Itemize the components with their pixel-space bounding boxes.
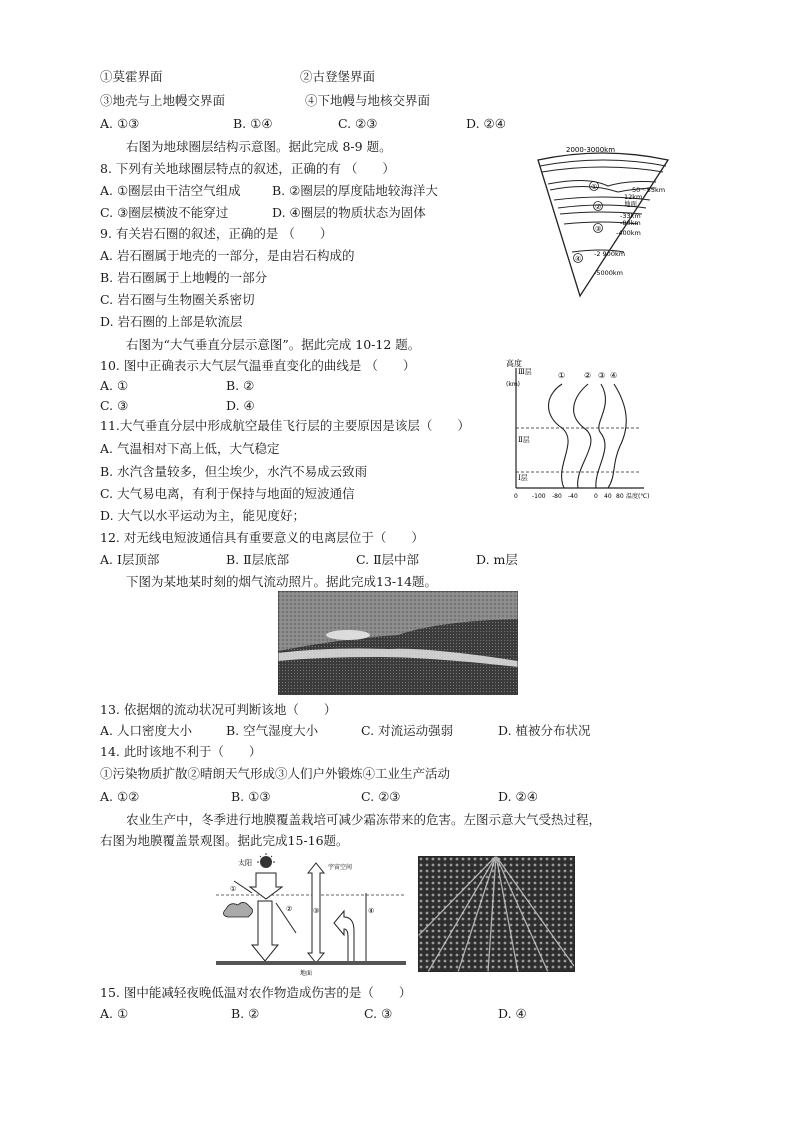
depth-label-2: 12km [624,193,643,201]
earth-layers-figure [528,142,678,302]
q15-choice-a: A. ① [100,1006,129,1021]
earth-label-2: ② [595,203,602,211]
q7-option-3: ③地壳与上地幔交界面 [100,93,226,108]
q10-choice-b: B. ② [226,378,255,393]
plastic-mulch-photo [418,856,575,972]
q8-choice-b: B. ②圈层的厚度陆地较海洋大 [272,183,438,198]
q14-choice-d: D. ②④ [498,789,538,804]
atmo-xtick-4: -40 [568,493,578,500]
depth-label-3: 地面 [624,200,637,208]
q13-choice-a: A. 人口密度大小 [100,723,192,738]
q7-option-1: ①莫霍界面 [100,69,163,84]
atmospheric-heating-diagram [216,853,406,977]
sun-label: 太阳 [238,859,252,867]
q7-option-2: ②古登堡界面 [300,69,376,84]
q9-choice-b: B. 岩石圈属于上地幔的一部分 [100,270,268,285]
depth-label-5: -80km [620,219,641,227]
depth-label-4: -33km [620,212,641,220]
q12-choice-a: A. Ⅰ层顶部 [100,552,160,567]
atmo-xtick-3: -80 [552,493,562,500]
q14-choice-a: A. ①② [100,789,140,804]
intro-8-9: 右图为地球圈层结构示意图。据此完成 8-9 题。 [126,139,392,154]
q10-choice-a: A. ① [100,378,129,393]
q11-stem: 11.大气垂直分层中形成航空最佳飞行层的主要原因是该层（ ） [100,418,470,433]
q11-choice-b: B. 水汽含量较多，但尘埃少，水汽不易成云致雨 [100,464,368,479]
earth-label-4: ④ [575,255,582,263]
depth-label-6: -400km [616,229,641,237]
q13-stem: 13. 依据烟的流动状况可判断该地（ ） [100,702,337,717]
heat-arrow-label-4: ④ [368,907,375,915]
heat-arrow-label-3: ③ [313,907,320,915]
q13-choice-c: C. 对流运动强弱 [361,723,454,738]
q8-choice-a: A. ①圈层由干洁空气组成 [100,183,241,198]
q12-stem: 12. 对无线电短波通信具有重要意义的电离层位于（ ） [100,530,424,545]
q9-choice-d: D. 岩石圈的上部是软流层 [100,314,243,329]
atmo-xtick-7: 80 [616,493,624,500]
heat-arrow-label-1: ① [230,885,237,893]
earth-top-label: 2000-3000km [566,146,616,154]
q7-choice-c: C. ②③ [338,116,378,131]
q11-choice-a: A. 气温相对下高上低，大气稳定 [100,441,280,456]
q15-stem: 15. 图中能减轻夜晚低温对农作物造成伤害的是（ ） [100,985,412,1000]
atmosphere-layers-figure [504,356,654,506]
atmo-xtick-6: 40 [604,493,612,500]
space-label: 宇宙空间 [328,864,353,871]
q12-choice-d: D. m层 [476,552,518,567]
q10-choice-c: C. ③ [100,398,129,413]
q12-choice-c: C. Ⅱ层中部 [356,552,420,567]
depth-label-7: -2 900km [594,250,626,258]
q10-choice-d: D. ④ [226,398,255,413]
atmo-layer-3: Ⅲ层 [518,368,532,376]
atmo-layer-2: Ⅱ层 [518,436,530,444]
intro-15-16-line1: 农业生产中，冬季进行地膜覆盖栽培可减少霜冻带来的危害。左图示意大气受热过程， [126,812,602,827]
q15-choice-d: D. ④ [498,1006,527,1021]
q14-stem: 14. 此时该地不利于（ ） [100,744,262,759]
heat-arrow-label-2: ② [286,905,293,913]
atmo-xunit: 温度(℃) [626,493,650,500]
q7-choice-a: A. ①③ [100,116,140,131]
q15-choice-b: B. ② [231,1006,260,1021]
q8-stem: 8. 下列有关地球圈层特点的叙述，正确的有 （ ） [100,161,395,176]
q11-choice-d: D. 大气以水平运动为主，能见度好； [100,508,306,523]
q15-choice-c: C. ③ [364,1006,393,1021]
atmo-curve-label-1: ① [558,371,566,380]
q9-choice-c: C. 岩石圈与生物圈关系密切 [100,292,255,307]
q7-choice-d: D. ②④ [466,116,506,131]
q8-choice-d: D. ④圈层的物质状态为固体 [272,205,426,220]
q13-choice-b: B. 空气湿度大小 [226,723,319,738]
q8-choice-c: C. ③圈层横波不能穿过 [100,205,229,220]
atmo-curve-label-2: ② [584,371,592,380]
q12-choice-b: B. Ⅱ层底部 [226,552,290,567]
atmo-xtick-2: -100 [532,493,546,500]
q14-options: ①污染物质扩散②晴朗天气形成③人们户外锻炼④工业生产活动 [100,766,451,781]
q9-stem: 9. 有关岩石圈的叙述，正确的是 （ ） [100,226,333,241]
atmo-curve-label-3: ③ [598,371,606,380]
q7-choice-b: B. ①④ [233,116,273,131]
atmo-curve-label-4: ④ [610,371,618,380]
q14-choice-b: B. ①③ [231,789,271,804]
atmo-layer-1: Ⅰ层 [518,474,528,482]
intro-13-14: 下图为某地某时刻的烟气流动照片。据此完成13-14题。 [126,574,438,589]
atmo-yunit: (km) [506,381,521,388]
q13-choice-d: D. 植被分布状况 [498,723,591,738]
depth-label-1: 50～55km [632,186,666,194]
ground-label: 地面 [300,970,313,977]
q7-option-4: ④下地幔与地核交界面 [305,93,431,108]
earth-label-3: ③ [595,225,602,233]
intro-15-16-line2: 右图为地膜覆盖景观图。据此完成15-16题。 [100,833,349,848]
earth-label-1: ① [591,183,598,191]
intro-10-12: 右图为“大气垂直分层示意图”。据此完成 10-12 题。 [126,337,421,352]
q14-choice-c: C. ②③ [361,789,401,804]
q9-choice-a: A. 岩石圈属于地壳的一部分，是由岩石构成的 [100,248,355,263]
atmo-xtick-1: 0 [514,493,518,500]
smoke-photo [278,591,518,695]
q10-stem: 10. 图中正确表示大气层气温垂直变化的曲线是 （ ） [100,358,416,373]
q11-choice-c: C. 大气易电离，有利于保持与地面的短波通信 [100,486,355,501]
atmo-ylabel: 高度 [506,359,522,368]
atmo-xtick-5: 0 [594,493,598,500]
depth-label-8: -5000km [594,269,623,277]
